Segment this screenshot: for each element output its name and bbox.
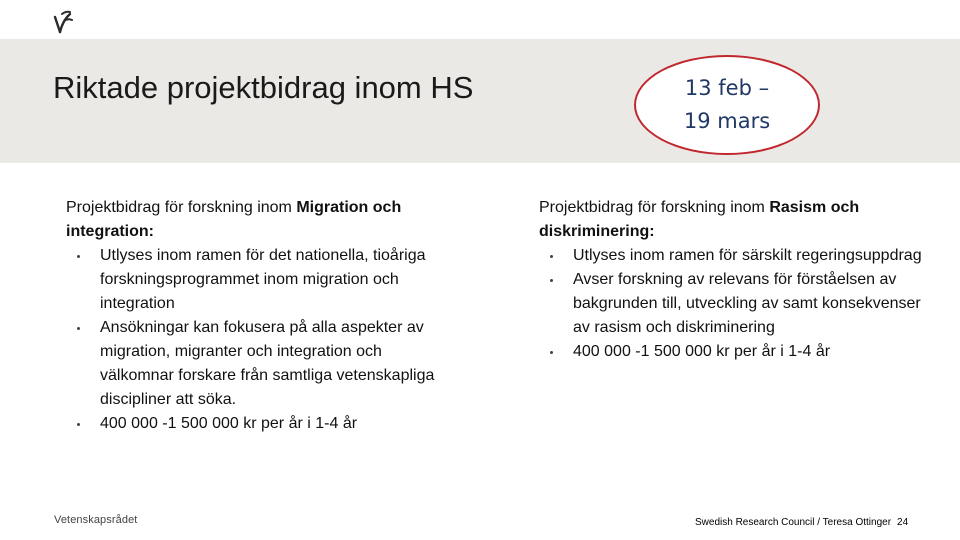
left-column — [66, 196, 456, 436]
list-item: Avser forskning av relevans för förståelsen av bakgrunden till, utveckling av samt konsekvenser av rasism och diskriminering — [573, 268, 924, 340]
footer-logo-text: Vetenskapsrådet — [54, 514, 138, 526]
left-intro-topic: Migration och integration: — [66, 199, 402, 240]
slide-title: Riktade projektbidrag inom HS — [53, 70, 474, 105]
date-badge-line1: 13 feb – — [684, 76, 770, 100]
list-item: 400 000 -1 500 000 kr per år i 1-4 år — [100, 412, 456, 436]
right-bullet-list — [539, 244, 924, 364]
right-column-intro — [539, 196, 924, 244]
left-intro-prefix: Projektbidrag för forskning inom — [66, 199, 297, 216]
right-intro-topic: Rasism och diskriminering: — [539, 199, 860, 240]
list-item: 400 000 -1 500 000 kr per år i 1-4 år — [573, 340, 924, 364]
date-badge-line2: 19 mars — [683, 109, 771, 133]
footer-credit-text: Swedish Research Council / Teresa Ottinger — [695, 517, 892, 528]
footer-credit — [695, 517, 908, 528]
page-number: 24 — [897, 517, 909, 528]
date-badge — [634, 55, 820, 155]
list-item: Utlyses inom ramen för det nationella, tioåriga forskningsprogrammet inom migration och integration — [100, 244, 456, 316]
list-item: Utlyses inom ramen för särskilt regeringsuppdrag — [573, 244, 924, 268]
left-bullet-list — [66, 244, 456, 436]
left-column-intro — [66, 196, 456, 244]
sprout-logo-icon — [50, 8, 74, 36]
top-band — [0, 0, 960, 39]
right-intro-prefix: Projektbidrag för forskning inom — [539, 199, 770, 216]
right-column — [539, 196, 924, 364]
list-item: Ansökningar kan fokusera på alla aspekter av migration, migranter och integration och välkomnar forskare från samtliga vetenskapliga discipliner att söka. — [100, 316, 456, 412]
